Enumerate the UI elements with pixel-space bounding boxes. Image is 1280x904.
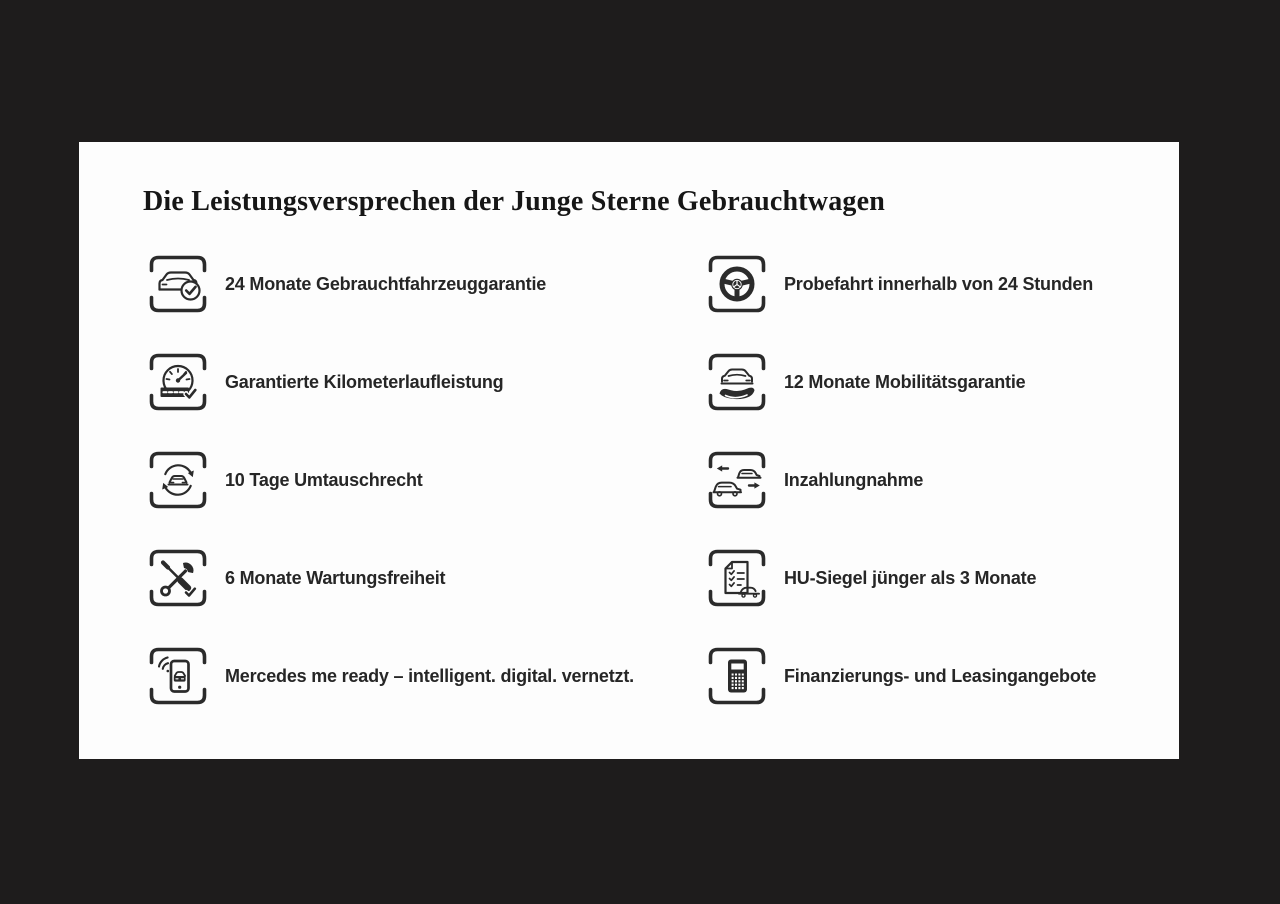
- benefit-label: Mercedes me ready – intelligent. digital. vernetzt.: [225, 665, 634, 686]
- benefit-label: Probefahrt innerhalb von 24 Stunden: [784, 273, 1094, 294]
- steering-wheel-icon: [704, 252, 770, 316]
- calculator-icon: [704, 644, 770, 708]
- tools-icon: [145, 546, 211, 610]
- car-exchange-circle-icon: [145, 448, 211, 512]
- car-check-icon: [145, 252, 211, 316]
- smartphone-connect-icon: [145, 644, 211, 708]
- benefits-column-right: [704, 252, 1096, 742]
- benefit-item-mobility-warranty: [704, 350, 1096, 414]
- page-title: Die Leistungsversprechen der Junge Sterne Gebrauchtwagen: [143, 186, 886, 217]
- speedometer-icon: [145, 350, 211, 414]
- benefit-label: 24 Monate Gebrauchtfahrzeuggarantie: [225, 273, 547, 294]
- benefit-label: 10 Tage Umtauschrecht: [225, 469, 423, 490]
- benefit-item-trade-in: [704, 448, 1096, 512]
- benefit-label: 12 Monate Mobilitätsgarantie: [784, 371, 1026, 392]
- benefit-label: Inzahlungnahme: [784, 469, 924, 490]
- benefit-item-financing: [704, 644, 1096, 708]
- car-hand-icon: [704, 350, 770, 414]
- benefit-label: HU-Siegel jünger als 3 Monate: [784, 567, 1037, 588]
- benefit-item-mileage: [145, 350, 634, 414]
- benefit-item-mercedes-me: [145, 644, 634, 708]
- benefit-label: Garantierte Kilometerlaufleistung: [225, 371, 504, 392]
- inspection-document-icon: [704, 546, 770, 610]
- benefit-label: 6 Monate Wartungsfreiheit: [225, 567, 446, 588]
- benefit-item-used-car-warranty: [145, 252, 634, 316]
- benefit-item-exchange-right: [145, 448, 634, 512]
- benefit-item-hu-seal: [704, 546, 1096, 610]
- benefit-label: Finanzierungs- und Leasingangebote: [784, 665, 1097, 686]
- benefits-column-left: [145, 252, 634, 742]
- cars-trade-icon: [704, 448, 770, 512]
- benefit-item-maintenance: [145, 546, 634, 610]
- benefits-card: [79, 142, 1179, 759]
- benefit-item-test-drive: [704, 252, 1096, 316]
